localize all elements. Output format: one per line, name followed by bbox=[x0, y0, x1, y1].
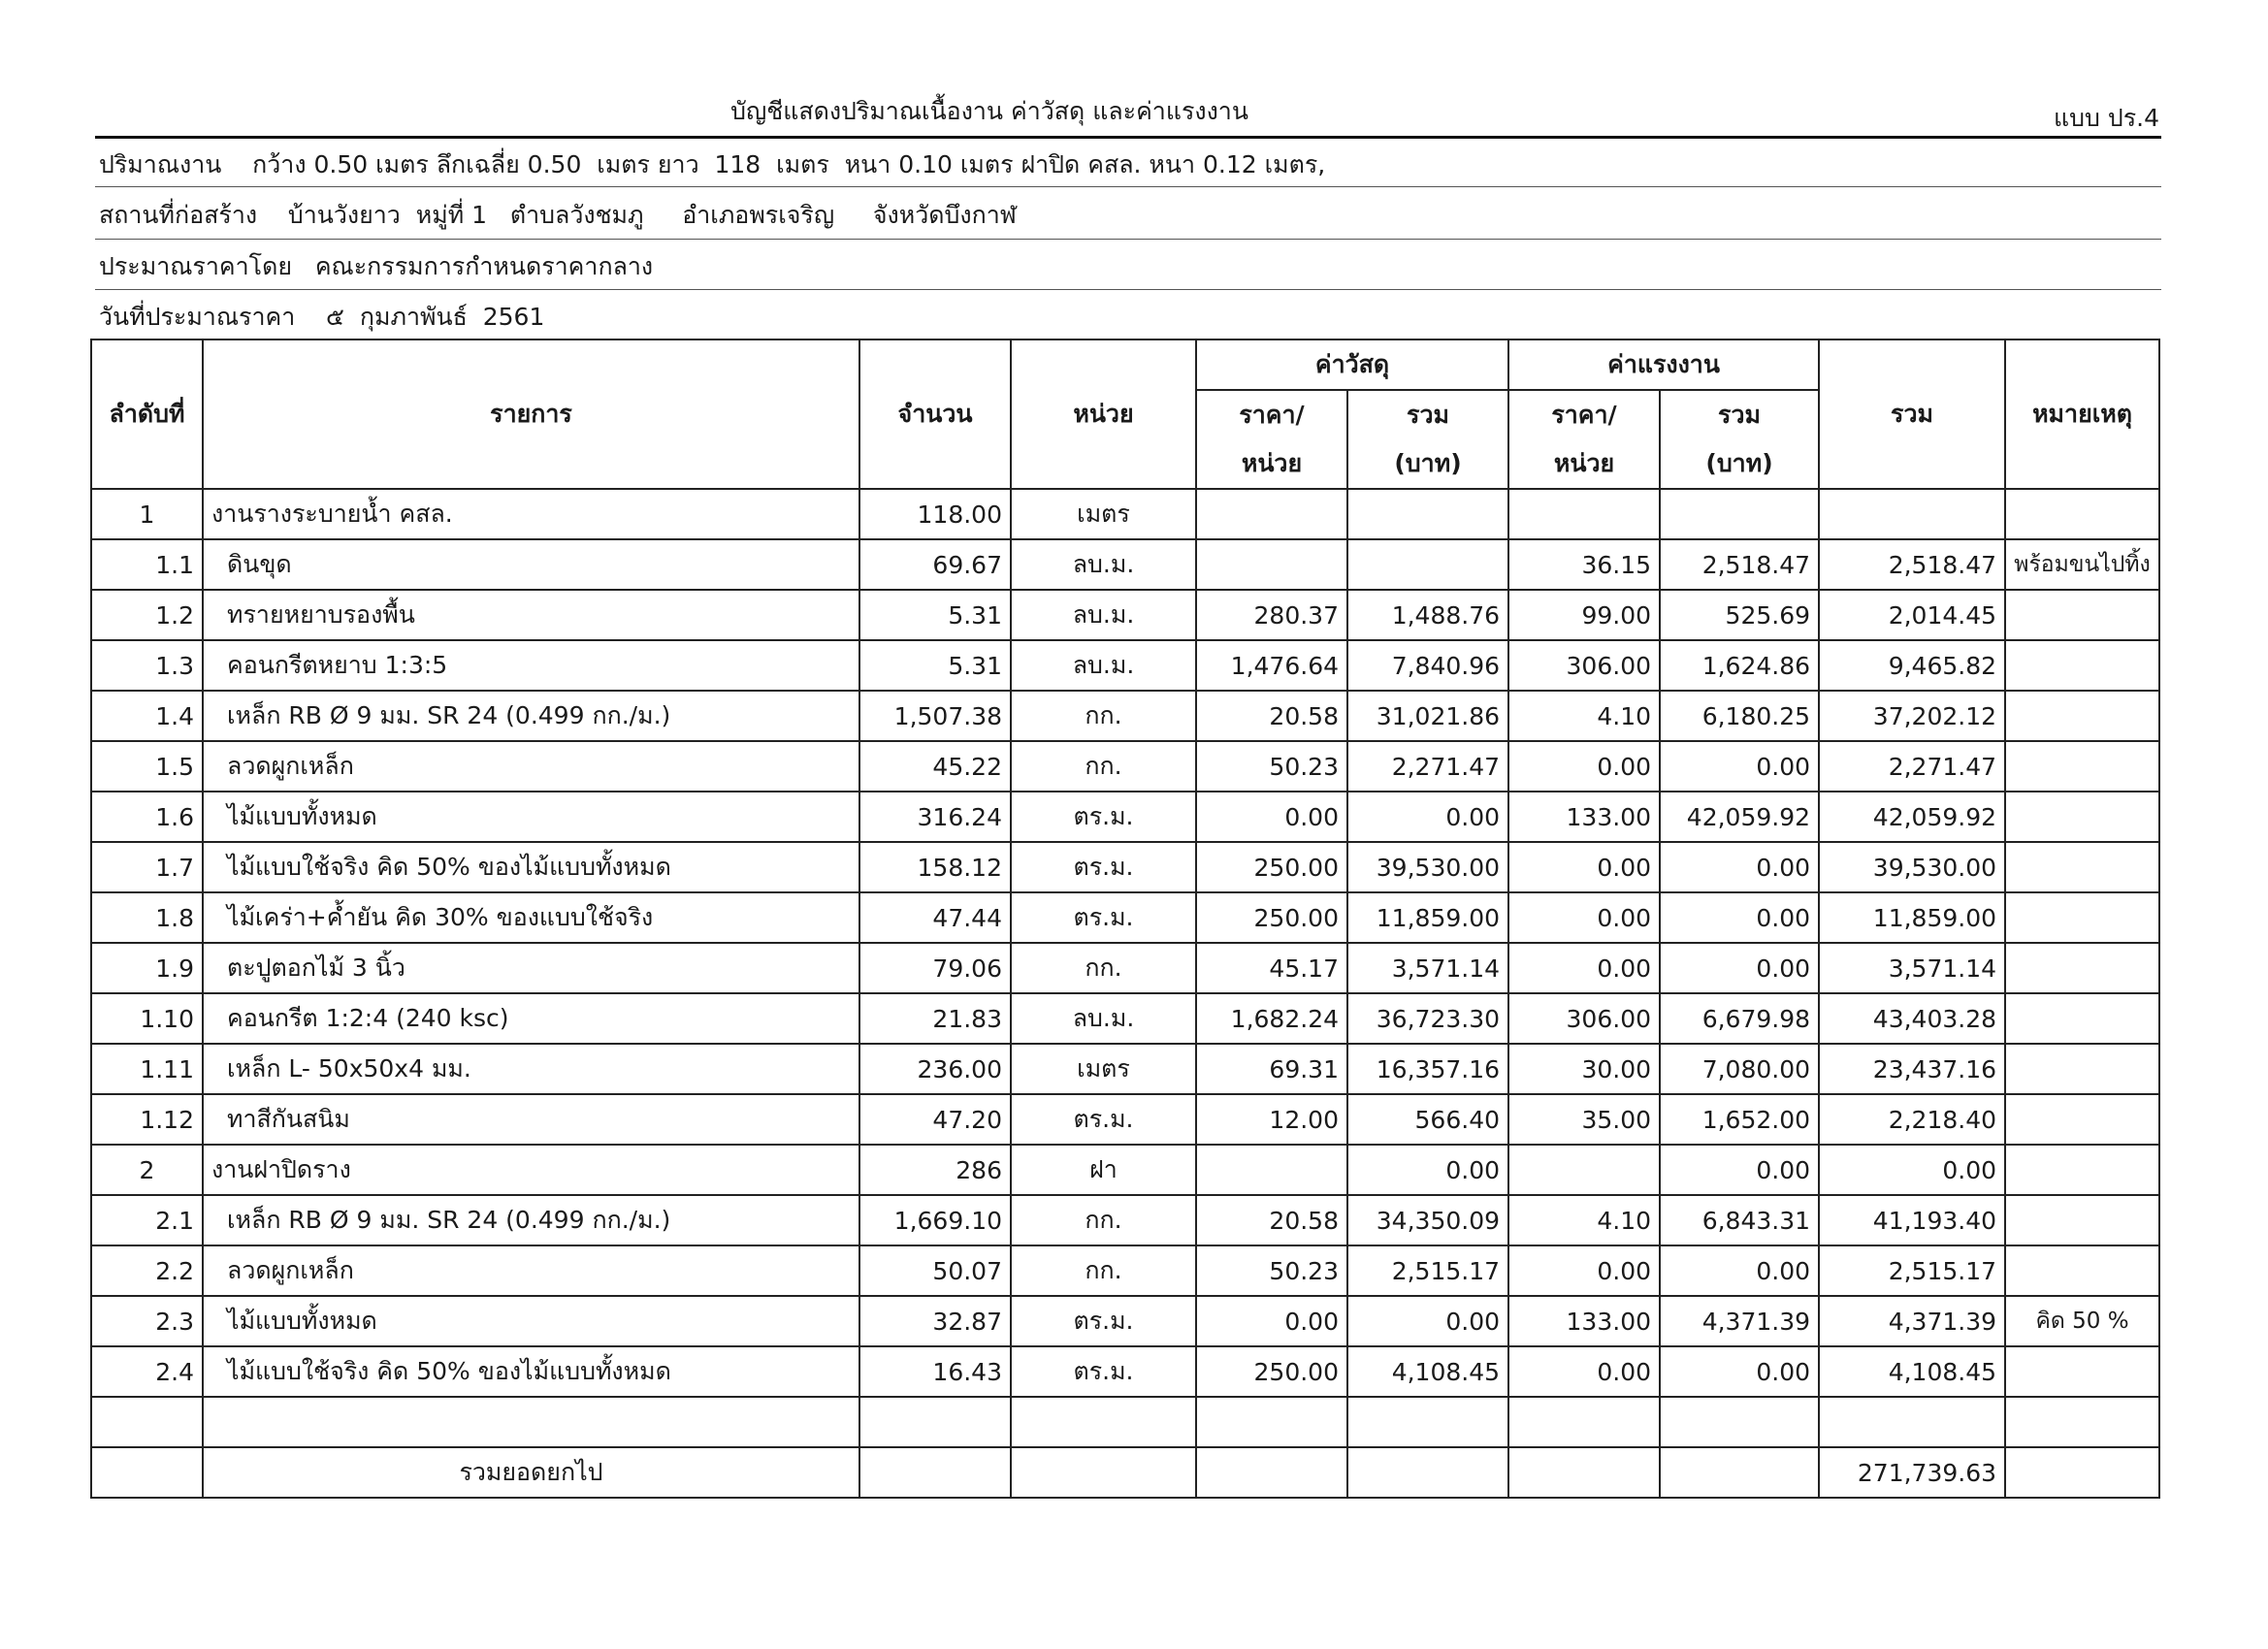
cell-labor-price: 0.00 bbox=[1508, 1245, 1660, 1296]
cell-qty: 45.22 bbox=[859, 741, 1011, 792]
cell-seq: 2 bbox=[91, 1145, 203, 1195]
empty-cell bbox=[1508, 1397, 1660, 1447]
table-row bbox=[91, 1245, 2159, 1296]
cell-total: 3,571.14 bbox=[1819, 943, 2005, 993]
cell-material-sum: 0.00 bbox=[1347, 1145, 1508, 1195]
cell-qty: 32.87 bbox=[859, 1296, 1011, 1346]
cell-labor-price: 133.00 bbox=[1508, 792, 1660, 842]
cell-total: 9,465.82 bbox=[1819, 640, 2005, 691]
document-title: บัญชีแสดงปริมาณเนื้องาน ค่าวัสดุ และค่าแรงงาน bbox=[730, 97, 1248, 125]
empty-cell bbox=[1347, 1397, 1508, 1447]
header-material-sum: รวม bbox=[1347, 390, 1508, 439]
cell-unit: ฝา bbox=[1011, 1145, 1196, 1195]
info-rule-1 bbox=[95, 186, 2161, 187]
table-row bbox=[91, 741, 2159, 792]
cell-remark bbox=[2005, 741, 2159, 792]
table-row bbox=[91, 1145, 2159, 1195]
cell-material-price bbox=[1196, 489, 1347, 539]
cell-labor-price: 0.00 bbox=[1508, 741, 1660, 792]
cell-labor-sum: 525.69 bbox=[1660, 590, 1819, 640]
cell-material-price bbox=[1196, 539, 1347, 590]
empty-cell bbox=[1660, 1447, 1819, 1498]
empty-cell bbox=[1347, 1447, 1508, 1498]
cell-seq: 1.11 bbox=[91, 1044, 203, 1094]
cell-remark bbox=[2005, 993, 2159, 1044]
cell-qty: 1,507.38 bbox=[859, 691, 1011, 741]
cell-item: ไม้เคร่า+ค้ำยัน คิด 30% ของแบบใช้จริง bbox=[203, 892, 859, 943]
cell-remark bbox=[2005, 489, 2159, 539]
cell-material-price: 20.58 bbox=[1196, 691, 1347, 741]
cell-unit: ตร.ม. bbox=[1011, 792, 1196, 842]
empty-cell bbox=[2005, 1447, 2159, 1498]
empty-cell bbox=[1196, 1397, 1347, 1447]
cell-material-sum: 0.00 bbox=[1347, 1296, 1508, 1346]
cell-qty: 5.31 bbox=[859, 590, 1011, 640]
cell-qty: 79.06 bbox=[859, 943, 1011, 993]
cell-total: 2,271.47 bbox=[1819, 741, 2005, 792]
cell-total: 2,014.45 bbox=[1819, 590, 2005, 640]
header-total: รวม bbox=[1819, 340, 2005, 489]
cell-labor-price: 0.00 bbox=[1508, 1346, 1660, 1397]
header-labor-price: ราคา/ bbox=[1508, 390, 1660, 439]
cell-labor-price: 0.00 bbox=[1508, 842, 1660, 892]
cell-seq: 1.3 bbox=[91, 640, 203, 691]
cell-unit: ลบ.ม. bbox=[1011, 993, 1196, 1044]
table-row bbox=[91, 792, 2159, 842]
cell-item: คอนกรีต 1:2:4 (240 ksc) bbox=[203, 993, 859, 1044]
info-date: วันที่ประมาณราคา ๕ กุมภาพันธ์ 2561 bbox=[99, 303, 545, 331]
cell-qty: 21.83 bbox=[859, 993, 1011, 1044]
cell-seq: 1.6 bbox=[91, 792, 203, 842]
cell-remark: พร้อมขนไปทิ้ง bbox=[2005, 539, 2159, 590]
cell-total: 11,859.00 bbox=[1819, 892, 2005, 943]
cell-total: 2,518.47 bbox=[1819, 539, 2005, 590]
table-header-row-1 bbox=[91, 340, 2159, 390]
table-row bbox=[91, 1195, 2159, 1245]
header-material-baht: (บาท) bbox=[1347, 439, 1508, 489]
info-location: สถานที่ก่อสร้าง บ้านวังยาว หมู่ที่ 1 ตำบลวังชมภู อำเภอพรเจริญ จังหวัดบึงกาฬ bbox=[99, 201, 1017, 229]
header-qty: จำนวน bbox=[859, 340, 1011, 489]
cell-unit: ลบ.ม. bbox=[1011, 539, 1196, 590]
cell-labor-sum: 0.00 bbox=[1660, 1346, 1819, 1397]
cell-unit: ตร.ม. bbox=[1011, 892, 1196, 943]
table-row bbox=[91, 993, 2159, 1044]
cell-total: 4,108.45 bbox=[1819, 1346, 2005, 1397]
header-labor: ค่าแรงงาน bbox=[1508, 340, 1819, 390]
cell-unit: กก. bbox=[1011, 1195, 1196, 1245]
cell-qty: 69.67 bbox=[859, 539, 1011, 590]
cell-material-sum: 7,840.96 bbox=[1347, 640, 1508, 691]
cell-qty: 1,669.10 bbox=[859, 1195, 1011, 1245]
empty-cell bbox=[1011, 1447, 1196, 1498]
cell-labor-sum: 0.00 bbox=[1660, 943, 1819, 993]
cell-total: 37,202.12 bbox=[1819, 691, 2005, 741]
cell-total: 43,403.28 bbox=[1819, 993, 2005, 1044]
cell-material-sum: 16,357.16 bbox=[1347, 1044, 1508, 1094]
table-row bbox=[91, 539, 2159, 590]
cell-seq: 1.4 bbox=[91, 691, 203, 741]
cell-seq: 2.4 bbox=[91, 1346, 203, 1397]
table-row bbox=[91, 691, 2159, 741]
cell-total: 42,059.92 bbox=[1819, 792, 2005, 842]
cell-unit: เมตร bbox=[1011, 1044, 1196, 1094]
cell-remark bbox=[2005, 691, 2159, 741]
boq-table bbox=[90, 339, 2160, 1499]
cell-seq: 1.1 bbox=[91, 539, 203, 590]
cell-total: 23,437.16 bbox=[1819, 1044, 2005, 1094]
empty-cell bbox=[859, 1397, 1011, 1447]
cell-labor-sum: 2,518.47 bbox=[1660, 539, 1819, 590]
header-remark: หมายเหตุ bbox=[2005, 340, 2159, 489]
cell-material-price: 250.00 bbox=[1196, 842, 1347, 892]
cell-total: 41,193.40 bbox=[1819, 1195, 2005, 1245]
header-material: ค่าวัสดุ bbox=[1196, 340, 1508, 390]
cell-labor-price: 0.00 bbox=[1508, 892, 1660, 943]
cell-item: ไม้แบบใช้จริง คิด 50% ของไม้แบบทั้งหมด bbox=[203, 842, 859, 892]
empty-cell bbox=[1508, 1447, 1660, 1498]
cell-labor-sum: 6,679.98 bbox=[1660, 993, 1819, 1044]
cell-material-sum: 34,350.09 bbox=[1347, 1195, 1508, 1245]
total-seq-cell bbox=[91, 1447, 203, 1498]
cell-labor-price: 4.10 bbox=[1508, 1195, 1660, 1245]
cell-labor-price: 36.15 bbox=[1508, 539, 1660, 590]
cell-item: งานรางระบายน้ำ คสล. bbox=[203, 489, 859, 539]
cell-qty: 286 bbox=[859, 1145, 1011, 1195]
cell-unit: ตร.ม. bbox=[1011, 1346, 1196, 1397]
cell-remark bbox=[2005, 892, 2159, 943]
cell-total bbox=[1819, 489, 2005, 539]
cell-labor-price: 306.00 bbox=[1508, 640, 1660, 691]
cell-total: 2,218.40 bbox=[1819, 1094, 2005, 1145]
cell-qty: 158.12 bbox=[859, 842, 1011, 892]
cell-material-price: 0.00 bbox=[1196, 1296, 1347, 1346]
cell-seq: 1.12 bbox=[91, 1094, 203, 1145]
info-quantity: ปริมาณงาน กว้าง 0.50 เมตร ลึกเฉลี่ย 0.50 เมตร ยาว 118 เมตร หนา 0.10 เมตร ฝาปิด คสล. หนา 0.12 เมตร, bbox=[99, 150, 1326, 178]
header-labor-sum: รวม bbox=[1660, 390, 1819, 439]
cell-labor-sum: 0.00 bbox=[1660, 741, 1819, 792]
cell-item: เหล็ก L- 50x50x4 มม. bbox=[203, 1044, 859, 1094]
empty-cell bbox=[1660, 1397, 1819, 1447]
total-label: รวมยอดยกไป bbox=[203, 1447, 859, 1498]
total-value: 271,739.63 bbox=[1819, 1447, 2005, 1498]
cell-labor-sum: 6,843.31 bbox=[1660, 1195, 1819, 1245]
cell-seq: 1.8 bbox=[91, 892, 203, 943]
cell-seq: 1.9 bbox=[91, 943, 203, 993]
cell-material-sum: 566.40 bbox=[1347, 1094, 1508, 1145]
cell-total: 4,371.39 bbox=[1819, 1296, 2005, 1346]
cell-labor-sum: 0.00 bbox=[1660, 1145, 1819, 1195]
cell-material-price: 250.00 bbox=[1196, 892, 1347, 943]
cell-item: ลวดผูกเหล็ก bbox=[203, 1245, 859, 1296]
cell-material-price: 1,682.24 bbox=[1196, 993, 1347, 1044]
cell-material-sum: 2,515.17 bbox=[1347, 1245, 1508, 1296]
cell-qty: 118.00 bbox=[859, 489, 1011, 539]
cell-total: 2,515.17 bbox=[1819, 1245, 2005, 1296]
cell-material-sum: 3,571.14 bbox=[1347, 943, 1508, 993]
cell-remark bbox=[2005, 1094, 2159, 1145]
cell-material-price: 280.37 bbox=[1196, 590, 1347, 640]
cell-qty: 50.07 bbox=[859, 1245, 1011, 1296]
cell-material-price: 1,476.64 bbox=[1196, 640, 1347, 691]
cell-labor-price: 0.00 bbox=[1508, 943, 1660, 993]
cell-total: 0.00 bbox=[1819, 1145, 2005, 1195]
form-code: แบบ ปร.4 bbox=[2054, 104, 2159, 132]
header-rule bbox=[95, 136, 2161, 139]
table-row bbox=[91, 892, 2159, 943]
info-rule-3 bbox=[95, 289, 2161, 290]
cell-item: เหล็ก RB Ø 9 มม. SR 24 (0.499 กก./ม.) bbox=[203, 1195, 859, 1245]
cell-item: ไม้แบบทั้งหมด bbox=[203, 792, 859, 842]
empty-cell bbox=[1819, 1397, 2005, 1447]
cell-item: คอนกรีตหยาบ 1:3:5 bbox=[203, 640, 859, 691]
header-material-per-unit: หน่วย bbox=[1196, 439, 1347, 489]
cell-material-price: 69.31 bbox=[1196, 1044, 1347, 1094]
cell-qty: 236.00 bbox=[859, 1044, 1011, 1094]
cell-seq: 1.5 bbox=[91, 741, 203, 792]
cell-labor-sum: 1,624.86 bbox=[1660, 640, 1819, 691]
cell-labor-price: 30.00 bbox=[1508, 1044, 1660, 1094]
cell-item: ทรายหยาบรองพื้น bbox=[203, 590, 859, 640]
cell-material-sum: 2,271.47 bbox=[1347, 741, 1508, 792]
cell-seq: 1.7 bbox=[91, 842, 203, 892]
empty-cell bbox=[91, 1397, 203, 1447]
cell-material-sum: 36,723.30 bbox=[1347, 993, 1508, 1044]
cell-item: ดินขุด bbox=[203, 539, 859, 590]
cell-remark bbox=[2005, 590, 2159, 640]
table-row bbox=[91, 640, 2159, 691]
cell-remark bbox=[2005, 943, 2159, 993]
cell-unit: กก. bbox=[1011, 1245, 1196, 1296]
cell-material-sum: 31,021.86 bbox=[1347, 691, 1508, 741]
cell-qty: 47.20 bbox=[859, 1094, 1011, 1145]
cell-remark bbox=[2005, 842, 2159, 892]
cell-item: ทาสีกันสนิม bbox=[203, 1094, 859, 1145]
cell-labor-sum: 42,059.92 bbox=[1660, 792, 1819, 842]
cell-seq: 2.2 bbox=[91, 1245, 203, 1296]
cell-remark bbox=[2005, 1195, 2159, 1245]
table-row bbox=[91, 1296, 2159, 1346]
cell-labor-sum: 7,080.00 bbox=[1660, 1044, 1819, 1094]
cell-labor-price: 133.00 bbox=[1508, 1296, 1660, 1346]
cell-item: ไม้แบบทั้งหมด bbox=[203, 1296, 859, 1346]
cell-material-price: 0.00 bbox=[1196, 792, 1347, 842]
cell-remark bbox=[2005, 1245, 2159, 1296]
cell-labor-sum: 0.00 bbox=[1660, 842, 1819, 892]
cell-remark: คิด 50 % bbox=[2005, 1296, 2159, 1346]
cell-material-price: 45.17 bbox=[1196, 943, 1347, 993]
cell-unit: ตร.ม. bbox=[1011, 1094, 1196, 1145]
table-row bbox=[91, 1094, 2159, 1145]
empty-cell bbox=[1196, 1447, 1347, 1498]
cell-unit: ลบ.ม. bbox=[1011, 640, 1196, 691]
cell-labor-sum: 0.00 bbox=[1660, 892, 1819, 943]
table-row bbox=[91, 1044, 2159, 1094]
cell-unit: กก. bbox=[1011, 691, 1196, 741]
cell-qty: 47.44 bbox=[859, 892, 1011, 943]
cell-seq: 1.2 bbox=[91, 590, 203, 640]
empty-cell bbox=[1011, 1397, 1196, 1447]
header-labor-per-unit: หน่วย bbox=[1508, 439, 1660, 489]
empty-cell bbox=[203, 1397, 859, 1447]
cell-material-price: 50.23 bbox=[1196, 741, 1347, 792]
cell-labor-price: 35.00 bbox=[1508, 1094, 1660, 1145]
table-body bbox=[91, 489, 2159, 1397]
cell-remark bbox=[2005, 1044, 2159, 1094]
cell-total: 39,530.00 bbox=[1819, 842, 2005, 892]
header-material-price: ราคา/ bbox=[1196, 390, 1347, 439]
cell-remark bbox=[2005, 792, 2159, 842]
header-seq: ลำดับที่ bbox=[91, 340, 203, 489]
header-item: รายการ bbox=[203, 340, 859, 489]
cell-remark bbox=[2005, 640, 2159, 691]
cell-material-sum bbox=[1347, 539, 1508, 590]
cell-unit: กก. bbox=[1011, 943, 1196, 993]
cell-labor-price: 4.10 bbox=[1508, 691, 1660, 741]
cell-labor-sum: 6,180.25 bbox=[1660, 691, 1819, 741]
cell-labor-price: 306.00 bbox=[1508, 993, 1660, 1044]
header-labor-baht: (บาท) bbox=[1660, 439, 1819, 489]
cell-material-price: 250.00 bbox=[1196, 1346, 1347, 1397]
table-row bbox=[91, 1346, 2159, 1397]
cell-item: ไม้แบบใช้จริง คิด 50% ของไม้แบบทั้งหมด bbox=[203, 1346, 859, 1397]
cell-qty: 5.31 bbox=[859, 640, 1011, 691]
table-row bbox=[91, 842, 2159, 892]
cell-labor-price bbox=[1508, 1145, 1660, 1195]
cell-material-price bbox=[1196, 1145, 1347, 1195]
cell-item: เหล็ก RB Ø 9 มม. SR 24 (0.499 กก./ม.) bbox=[203, 691, 859, 741]
cell-qty: 316.24 bbox=[859, 792, 1011, 842]
cell-labor-price bbox=[1508, 489, 1660, 539]
table-row bbox=[91, 489, 2159, 539]
cell-unit: กก. bbox=[1011, 741, 1196, 792]
cell-labor-price: 99.00 bbox=[1508, 590, 1660, 640]
cell-material-sum: 39,530.00 bbox=[1347, 842, 1508, 892]
table-row bbox=[91, 590, 2159, 640]
cell-material-sum: 4,108.45 bbox=[1347, 1346, 1508, 1397]
cell-seq: 1.10 bbox=[91, 993, 203, 1044]
total-row bbox=[91, 1447, 2159, 1498]
cell-seq: 2.3 bbox=[91, 1296, 203, 1346]
cell-labor-sum bbox=[1660, 489, 1819, 539]
cell-material-price: 20.58 bbox=[1196, 1195, 1347, 1245]
cell-unit: ตร.ม. bbox=[1011, 842, 1196, 892]
empty-cell bbox=[2005, 1397, 2159, 1447]
cell-material-sum: 0.00 bbox=[1347, 792, 1508, 842]
cell-remark bbox=[2005, 1145, 2159, 1195]
cell-seq: 1 bbox=[91, 489, 203, 539]
empty-row bbox=[91, 1397, 2159, 1447]
info-rule-2 bbox=[95, 239, 2161, 240]
cell-qty: 16.43 bbox=[859, 1346, 1011, 1397]
cell-material-sum bbox=[1347, 489, 1508, 539]
cell-remark bbox=[2005, 1346, 2159, 1397]
table-row bbox=[91, 943, 2159, 993]
cell-item: งานฝาปิดราง bbox=[203, 1145, 859, 1195]
cell-item: ลวดผูกเหล็ก bbox=[203, 741, 859, 792]
cell-seq: 2.1 bbox=[91, 1195, 203, 1245]
cell-labor-sum: 4,371.39 bbox=[1660, 1296, 1819, 1346]
cell-material-sum: 1,488.76 bbox=[1347, 590, 1508, 640]
cell-unit: ลบ.ม. bbox=[1011, 590, 1196, 640]
empty-cell bbox=[859, 1447, 1011, 1498]
info-estimator: ประมาณราคาโดย คณะกรรมการกำหนดราคากลาง bbox=[99, 252, 654, 280]
cell-labor-sum: 1,652.00 bbox=[1660, 1094, 1819, 1145]
cell-material-price: 12.00 bbox=[1196, 1094, 1347, 1145]
cell-material-price: 50.23 bbox=[1196, 1245, 1347, 1296]
cell-material-sum: 11,859.00 bbox=[1347, 892, 1508, 943]
cell-item: ตะปูตอกไม้ 3 นิ้ว bbox=[203, 943, 859, 993]
cell-unit: เมตร bbox=[1011, 489, 1196, 539]
header-unit: หน่วย bbox=[1011, 340, 1196, 489]
cell-unit: ตร.ม. bbox=[1011, 1296, 1196, 1346]
cell-labor-sum: 0.00 bbox=[1660, 1245, 1819, 1296]
